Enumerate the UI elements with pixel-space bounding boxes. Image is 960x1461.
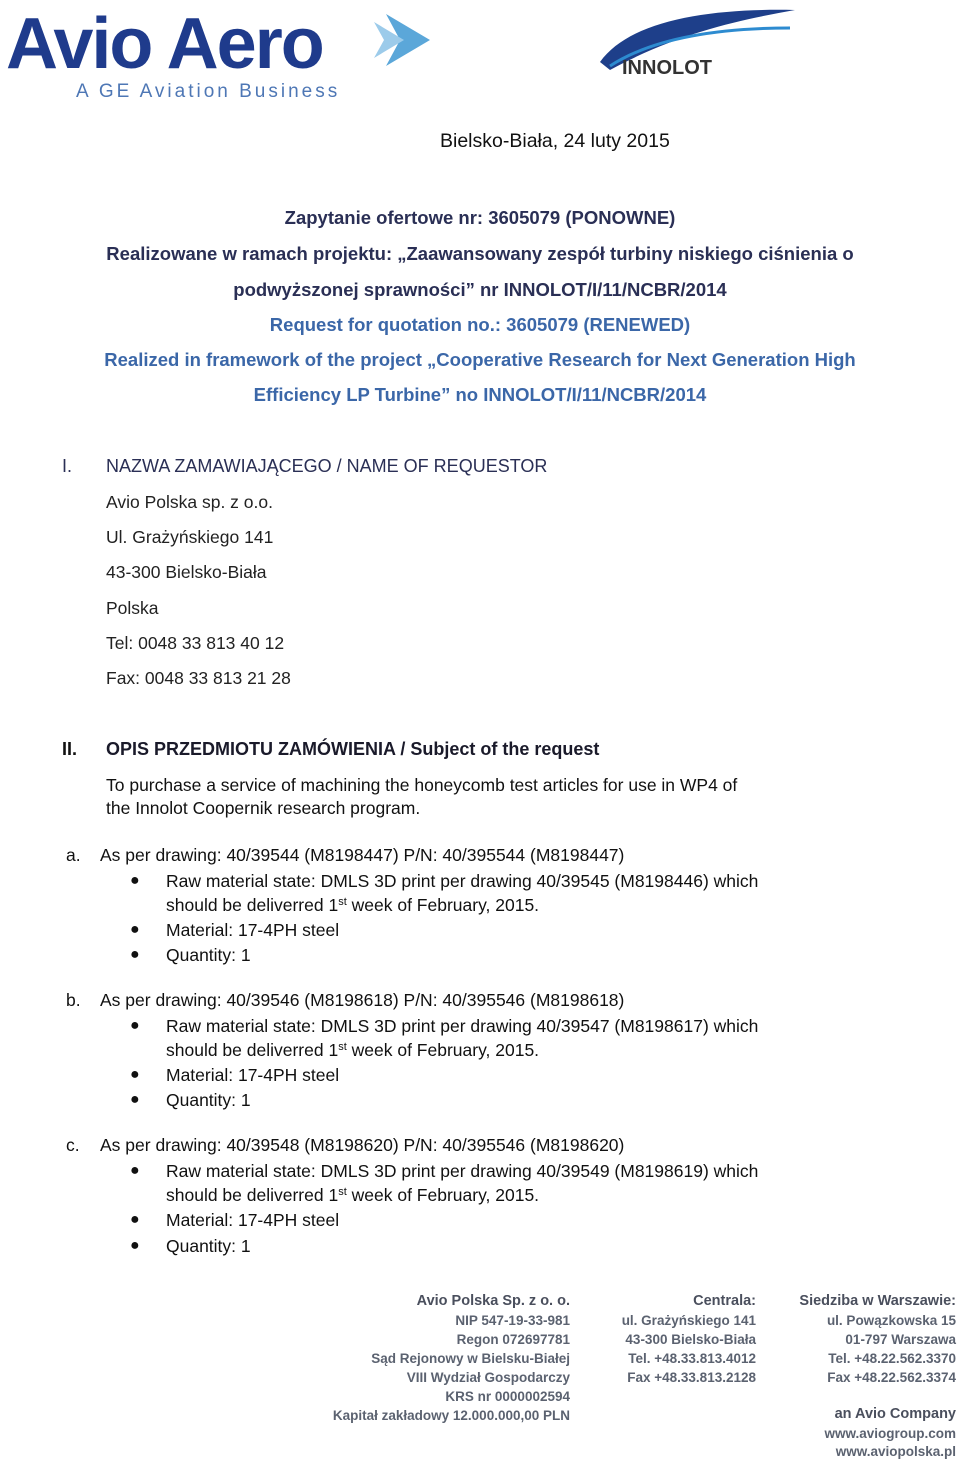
- item-material: Material: 17-4PH steel: [166, 920, 340, 940]
- footer-company-line: KRS nr 0000002594: [445, 1389, 570, 1404]
- footer-central-line: Tel. +48.33.813.4012: [628, 1351, 756, 1366]
- footer-central-line: 43-300 Bielsko-Biała: [625, 1332, 756, 1347]
- title-en-line2: Realized in framework of the project „Cooperative Research for Next Generation High: [104, 349, 856, 370]
- footer-company-block: [318, 1292, 570, 1425]
- footer-company-line: NIP 547-19-33-981: [455, 1313, 570, 1328]
- title-pl-line3: podwyższonej sprawności” nr INNOLOT/I/11/NCBR/2014: [233, 279, 727, 300]
- item-delivery: should be deliverred 1st week of February, 2015.: [166, 1040, 540, 1060]
- bullet-icon: ●: [130, 1091, 140, 1108]
- footer-warsaw-block: [776, 1292, 956, 1387]
- item-delivery: should be deliverred 1st week of February, 2015.: [166, 1185, 540, 1205]
- section2-description-line1: To purchase a service of machining the honeycomb test articles for use in WP4 of: [106, 775, 738, 795]
- footer-warsaw-line: Fax +48.22.562.3374: [827, 1370, 956, 1385]
- bullet-icon: ●: [130, 921, 140, 938]
- item-material: Material: 17-4PH steel: [166, 1210, 340, 1230]
- bullet-icon: ●: [130, 1162, 140, 1179]
- address-line: Tel: 0048 33 813 40 12: [106, 633, 285, 653]
- innolot-logo-text: INNOLOT: [622, 57, 712, 79]
- footer-company-line: Kapitał zakładowy 12.000.000,00 PLN: [332, 1408, 570, 1423]
- bullet-icon: ●: [130, 872, 140, 889]
- item-heading: As per drawing: 40/39546 (M8198618) P/N: 40/395546 (M8198618): [100, 990, 625, 1010]
- title-pl-line2: Realizowane w ramach projektu: „Zaawansowany zespół turbiny niskiego ciśnienia o: [106, 243, 854, 264]
- avio-logo-wordmark: Avio Aero: [6, 4, 323, 84]
- avio-aero-logo: [6, 4, 436, 100]
- title-pl-line1: Zapytanie ofertowe nr: 3605079 (PONOWNE): [284, 207, 676, 228]
- item-raw-material: Raw material state: DMLS 3D print per drawing 40/39549 (M8198619) which: [166, 1161, 759, 1181]
- footer-tagline: an Avio Company: [834, 1406, 956, 1422]
- footer-company-line: VIII Wydział Gospodarczy: [406, 1370, 570, 1385]
- footer-central-block: [594, 1292, 756, 1387]
- section2-number: II.: [62, 739, 78, 759]
- footer-web-link[interactable]: www.aviopolska.pl: [835, 1444, 956, 1459]
- item-quantity: Quantity: 1: [166, 945, 251, 965]
- footer-company-line: Regon 072697781: [456, 1332, 570, 1347]
- footer-central-line: Fax +48.33.813.2128: [627, 1370, 756, 1385]
- footer-warsaw-line: ul. Powązkowska 15: [826, 1313, 956, 1328]
- item-delivery: should be deliverred 1st week of February, 2015.: [166, 895, 540, 915]
- bullet-icon: ●: [130, 1066, 140, 1083]
- avio-logo-tagline: A GE Aviation Business: [76, 81, 341, 100]
- item-letter: c.: [66, 1135, 80, 1155]
- item-heading: As per drawing: 40/39548 (M8198620) P/N: 40/395546 (M8198620): [100, 1135, 625, 1155]
- item-material: Material: 17-4PH steel: [166, 1065, 340, 1085]
- footer-company-line: Sąd Rejonowy w Bielsku-Białej: [371, 1351, 570, 1366]
- bullet-icon: ●: [130, 946, 140, 963]
- footer-company-name: Avio Polska Sp. z o. o.: [416, 1293, 570, 1309]
- section2-title: OPIS PRZEDMIOTU ZAMÓWIENIA / Subject of the request: [106, 739, 600, 759]
- address-line: Polska: [106, 598, 159, 618]
- document-date: Bielsko-Biała, 24 luty 2015: [440, 130, 670, 152]
- footer-web-link[interactable]: www.aviogroup.com: [824, 1426, 956, 1441]
- address-line: Avio Polska sp. z o.o.: [106, 492, 273, 512]
- bullet-icon: ●: [130, 1017, 140, 1034]
- footer-warsaw-line: Tel. +48.22.562.3370: [828, 1351, 956, 1366]
- item-letter: b.: [66, 990, 81, 1010]
- item-letter: a.: [66, 845, 81, 865]
- bullet-icon: ●: [130, 1211, 140, 1228]
- item-raw-material: Raw material state: DMLS 3D print per drawing 40/39547 (M8198617) which: [166, 1016, 759, 1036]
- footer-warsaw-heading: Siedziba w Warszawie:: [799, 1293, 956, 1309]
- bullet-icon: ●: [130, 1237, 140, 1254]
- address-line: 43-300 Bielsko-Biała: [106, 562, 267, 582]
- item-quantity: Quantity: 1: [166, 1090, 251, 1110]
- section1-title: NAZWA ZAMAWIAJĄCEGO / NAME OF REQUESTOR: [106, 456, 548, 476]
- footer-central-line: ul. Grażyńskiego 141: [621, 1313, 756, 1328]
- item-quantity: Quantity: 1: [166, 1236, 251, 1256]
- section2-description-line2: the Innolot Coopernik research program.: [106, 798, 421, 818]
- address-line: Fax: 0048 33 813 21 28: [106, 668, 291, 688]
- footer-central-heading: Centrala:: [693, 1293, 756, 1309]
- title-en-line3: Efficiency LP Turbine” no INNOLOT/I/11/NCBR/2014: [253, 384, 707, 405]
- innolot-logo: [590, 0, 810, 80]
- title-en-line1: Request for quotation no.: 3605079 (RENEWED): [269, 314, 691, 335]
- footer-warsaw-line: 01-797 Warszawa: [845, 1332, 956, 1347]
- item-heading: As per drawing: 40/39544 (M8198447) P/N: 40/395544 (M8198447): [100, 845, 625, 865]
- address-line: Ul. Grażyńskiego 141: [106, 527, 274, 547]
- section1-number: I.: [62, 456, 73, 476]
- item-raw-material: Raw material state: DMLS 3D print per drawing 40/39545 (M8198446) which: [166, 871, 759, 891]
